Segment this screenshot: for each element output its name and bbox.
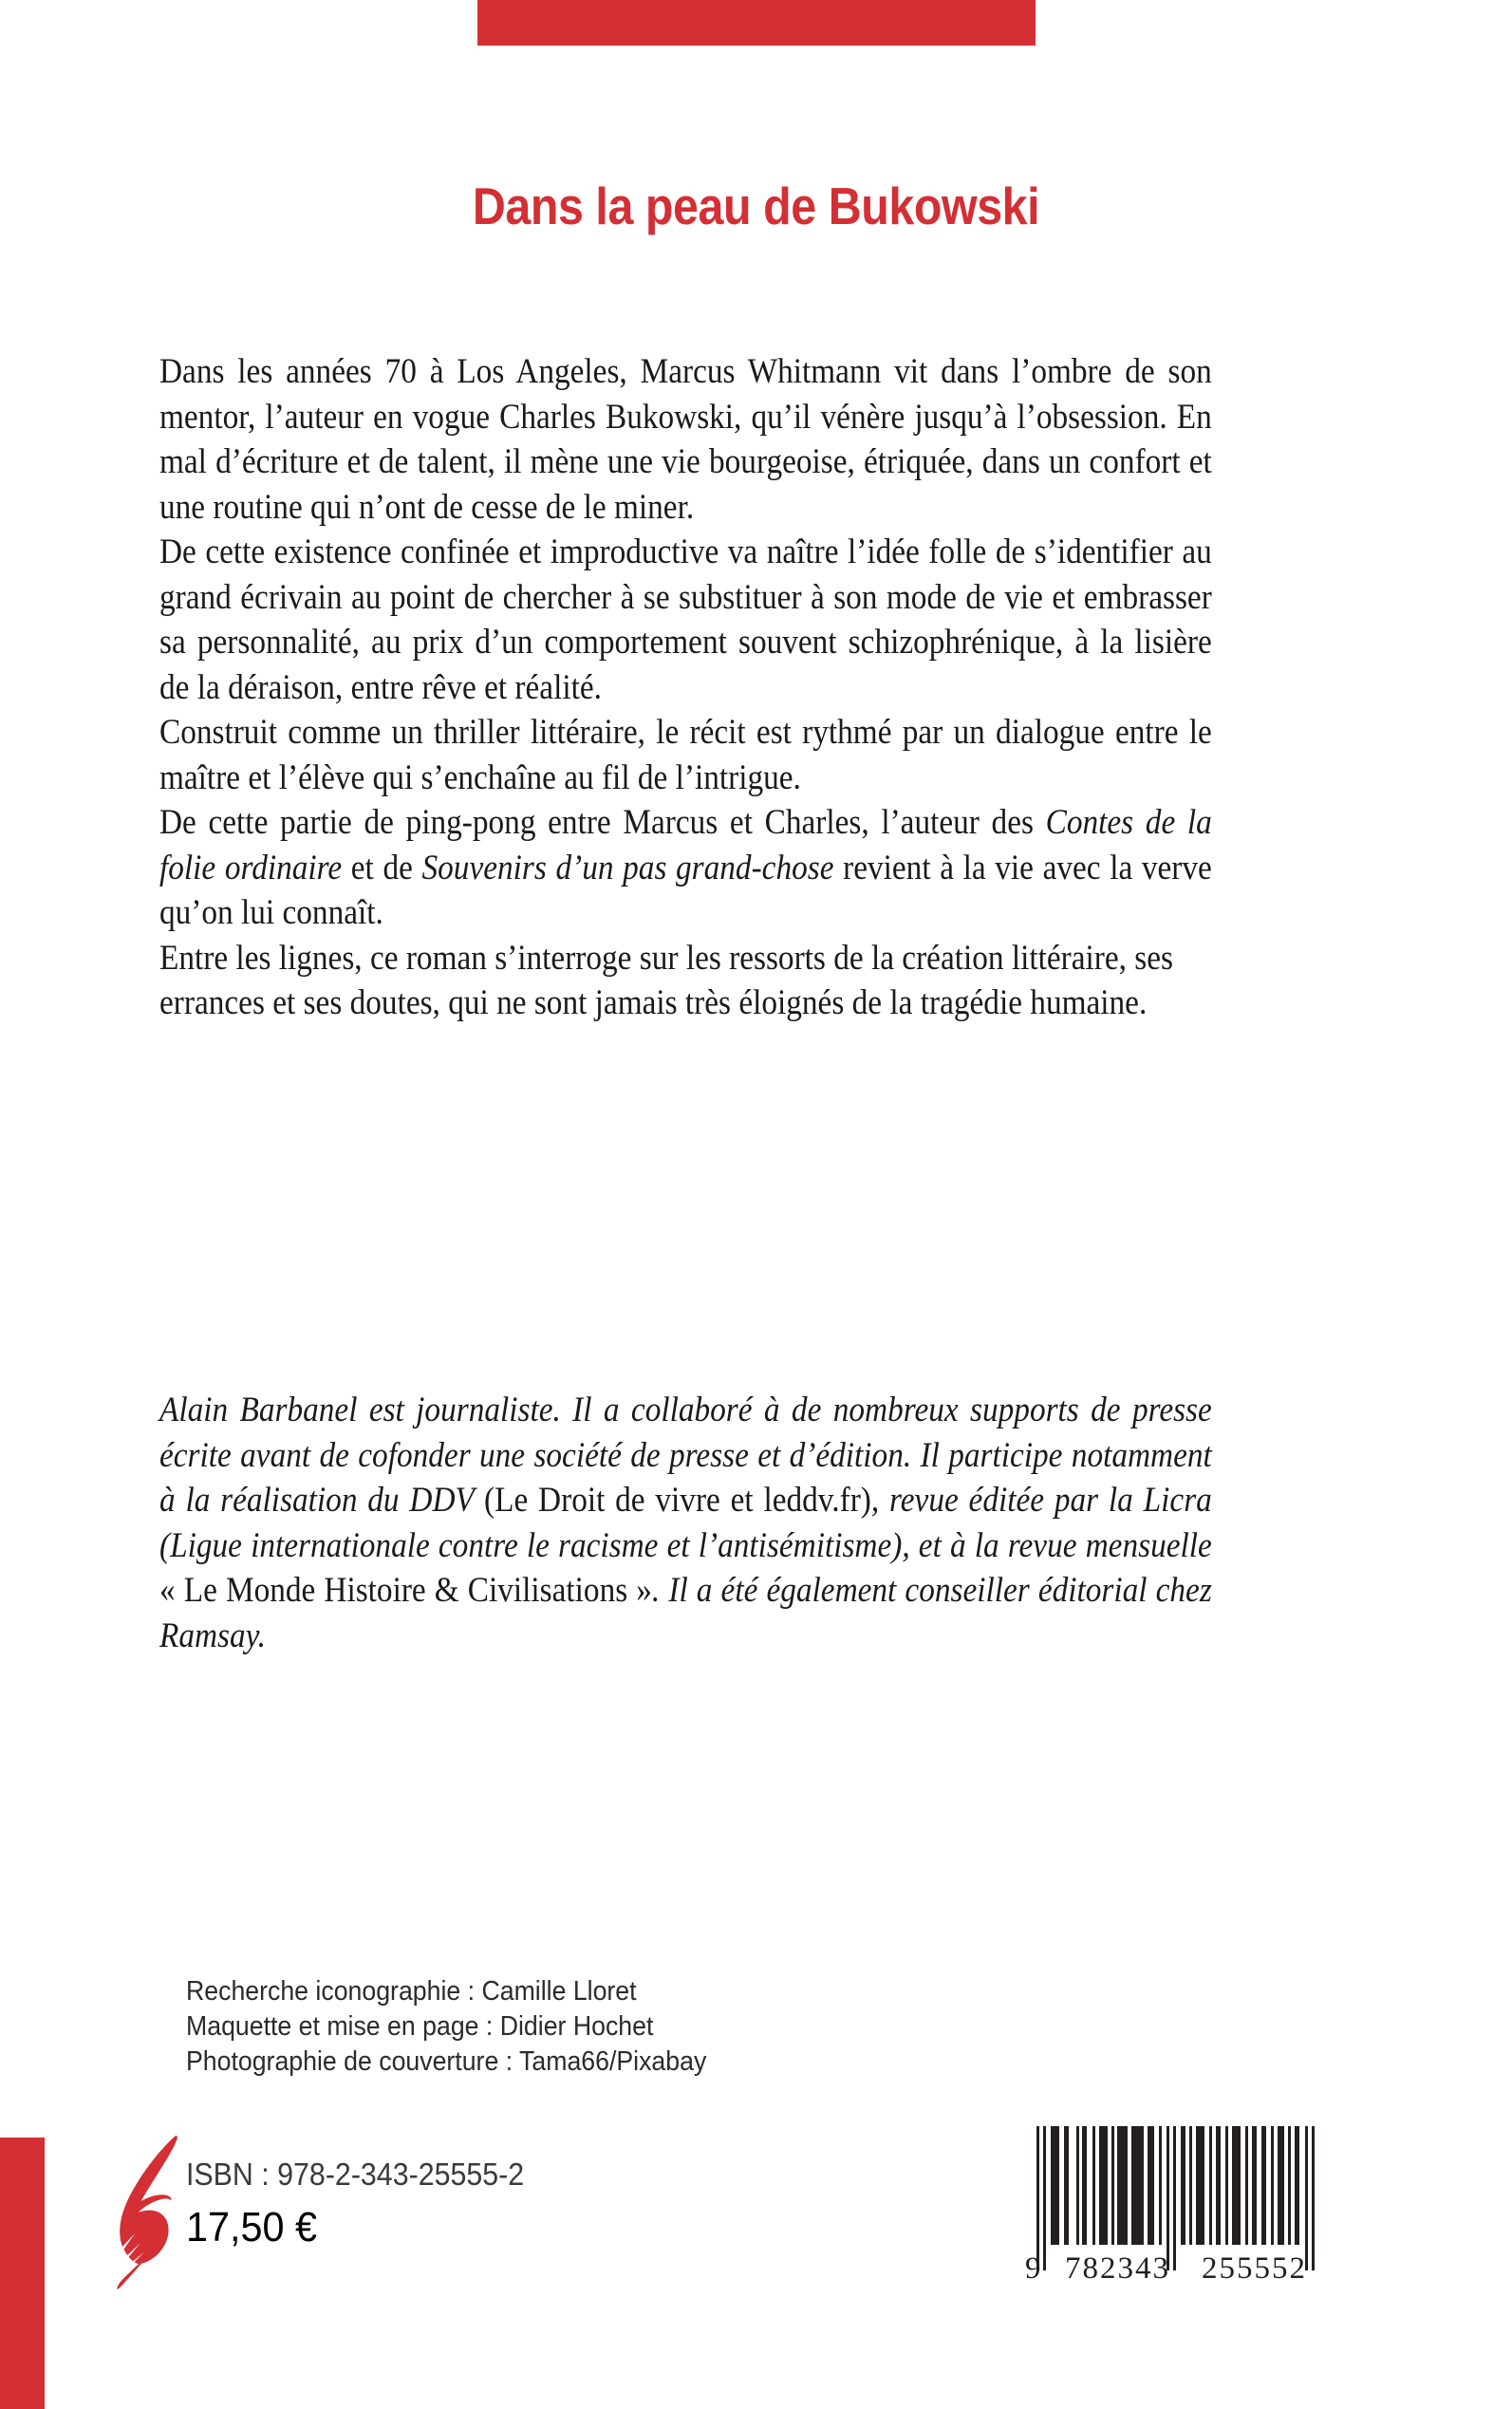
- blurb-p4-text-before: De cette partie de ping-pong entre Marcus et Charles, l’auteur des: [159, 803, 1046, 842]
- barcode-digits: [1023, 2251, 1327, 2286]
- credit-line-layout: Maquette et mise en page : Didier Hochet: [186, 2011, 654, 2042]
- book-title: Dans la peau de Bukowski: [472, 177, 1040, 235]
- production-credits: [186, 1974, 706, 2080]
- blurb-paragraph-1: Dans les années 70 à Los Angeles, Marcus Whitmann vit dans l’ombre de son mentor, l’auteur en vogue Charles Bukowski, qu’il vénère jusqu’à l’obsession. En mal d’écriture et de talent, il mène une vie bourgeoise, étriquée, dans un confort et une routine qui n’ont de cesse de le miner.: [159, 352, 1212, 527]
- price-text: 17,50 €: [186, 2204, 318, 2250]
- barcode-digit-left: 9: [1025, 2251, 1041, 2286]
- bio-part-5: . Il a été également conseiller éditorial chez Ramsay.: [159, 1571, 1212, 1655]
- isbn-text: ISBN : 978-2-343-25555-2: [186, 2157, 525, 2192]
- author-biography: [159, 1388, 1212, 1658]
- blurb-paragraph-4: [159, 800, 1212, 936]
- barcode-bars: [1023, 2126, 1327, 2245]
- bio-part-1: Alain Barbanel est journaliste. Il a collaboré à de nombreux supports de presse écrite avant de cofonder une société de presse et d’édition. Il participe notamment à la réalisation du DDV: [159, 1391, 1212, 1520]
- bio-paragraph: [159, 1388, 1212, 1658]
- credit-line-cover-photo: Photographie de couverture : Tama66/Pixabay: [186, 2046, 707, 2077]
- bio-part-3: , revue éditée par la Licra (Ligue internationale contre le racisme et l’antisémitisme), et à la revue mensuelle: [159, 1481, 1212, 1565]
- blurb-paragraph-5: Entre les lignes, ce roman s’interroge sur les ressorts de la création littéraire, ses errances et ses doutes, qui ne sont jamais très éloignés de la tragédie humaine.: [159, 938, 1173, 1022]
- credit-line-iconography: Recherche iconographie : Camille Lloret: [186, 1976, 637, 2007]
- blurb-paragraph-2: De cette existence confinée et improductive va naître l’idée folle de s’identifier au grand écrivain au point de chercher à se substituer à son mode de vie et embrasser sa personnalité, au prix d’un comportement souvent schizophrénique, à la lisière de la déraison, entre rêve et réalité.: [159, 532, 1212, 707]
- blurb-cited-title-1: Contes de la folie ordinaire: [159, 803, 1212, 887]
- back-cover-blurb: [159, 349, 1212, 1026]
- ean13-barcode: [1023, 2126, 1327, 2297]
- barcode-digit-group-1: 782343: [1065, 2251, 1170, 2286]
- left-accent-stripe: [0, 2138, 45, 2409]
- quill-feather-icon: [112, 2134, 178, 2290]
- top-accent-bar: [477, 0, 1036, 46]
- blurb-p4-text-middle: et de: [342, 848, 422, 887]
- barcode-digit-group-2: 255552: [1202, 2251, 1307, 2286]
- blurb-paragraph-3: Construit comme un thriller littéraire, le récit est rythmé par un dialogue entre le maître et l’élève qui s’enchaîne au fil de l’intrigue.: [159, 713, 1212, 797]
- bio-part-4-roman: « Le Monde Histoire & Civilisations »: [159, 1571, 652, 1610]
- blurb-cited-title-2: Souvenirs d’un pas grand-chose: [421, 848, 834, 887]
- bio-part-2-roman: (Le Droit de vivre et leddv.fr): [484, 1481, 871, 1520]
- blurb-p4-text-after: revient à la vie avec la verve qu’on lui connaît.: [159, 848, 1212, 932]
